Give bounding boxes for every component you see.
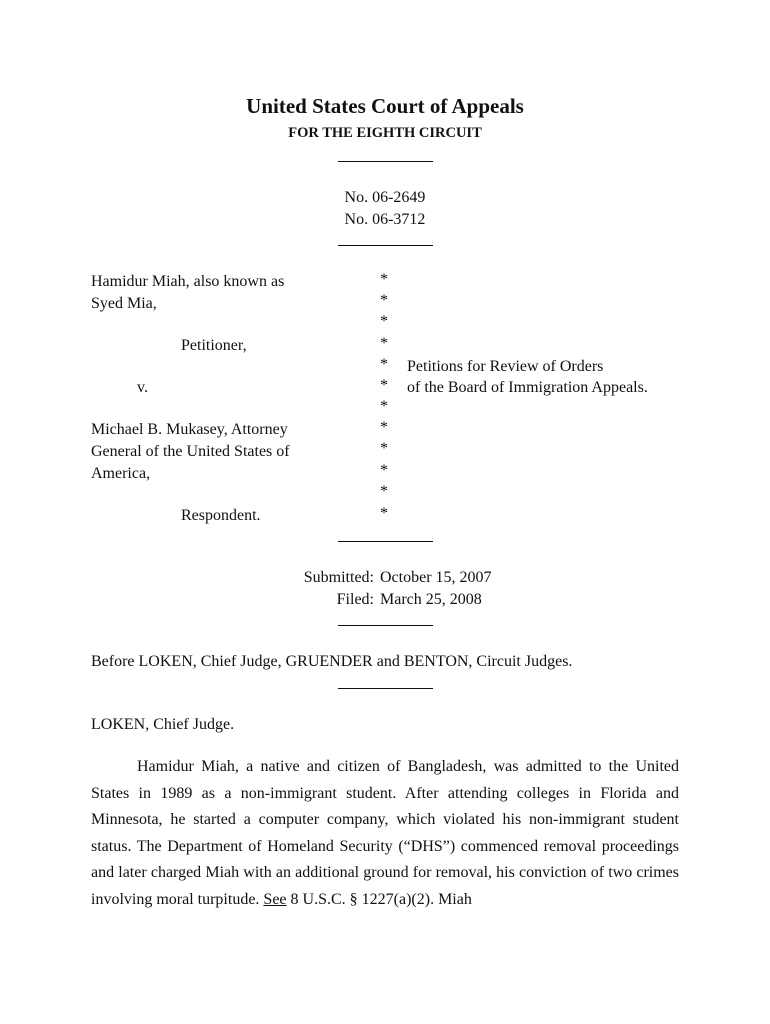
separator-rule xyxy=(338,625,433,626)
petitioner-name-line: Syed Mia, xyxy=(91,295,157,312)
respondent-role: Respondent. xyxy=(181,507,261,524)
citation-signal: See xyxy=(263,890,287,908)
caption-star: * xyxy=(380,505,388,522)
filed-date: March 25, 2008 xyxy=(380,591,482,608)
opinion-author: LOKEN, Chief Judge. xyxy=(91,716,235,733)
petition-description-line: Petitions for Review of Orders xyxy=(407,358,604,375)
separator-rule xyxy=(338,161,433,162)
opinion-text: Hamidur Miah, a native and citizen of Bangladesh, was admitted to the United States in 1989 as a non-immigrant student. After attending colleges in Florida and Minnesota, he started a computer company, which violated his non-immigrant student status. The Department of Homeland Security (“DHS”) commenced removal proceedings and later charged Miah with an additional ground for removal, his conviction of two crimes involving moral turpitude. xyxy=(91,758,679,908)
caption-star: * xyxy=(380,313,388,330)
caption-star: * xyxy=(380,398,388,415)
case-number: No. 06-3712 xyxy=(344,211,426,228)
caption-star: * xyxy=(380,377,388,394)
separator-rule xyxy=(338,541,433,542)
separator-rule xyxy=(338,245,433,246)
caption-star: * xyxy=(380,483,388,500)
respondent-name-line: America, xyxy=(91,465,151,482)
caption-star: * xyxy=(380,356,388,373)
respondent-name-line: General of the United States of xyxy=(91,443,290,460)
opinion-text: 8 U.S.C. § 1227(a)(2). Miah xyxy=(286,890,472,908)
caption-star: * xyxy=(380,440,388,457)
petitioner-name-line: Hamidur Miah, also known as xyxy=(91,273,285,290)
caption-star: * xyxy=(380,462,388,479)
versus: v. xyxy=(137,379,148,396)
case-number: No. 06-2649 xyxy=(344,189,426,206)
caption-star: * xyxy=(380,292,388,309)
caption-star: * xyxy=(380,335,388,352)
circuit-subtitle: FOR THE EIGHTH CIRCUIT xyxy=(288,125,482,141)
filed-label: Filed: xyxy=(336,591,374,608)
respondent-name-line: Michael B. Mukasey, Attorney xyxy=(91,421,288,438)
submitted-label: Submitted: xyxy=(303,569,374,586)
separator-rule xyxy=(338,688,433,689)
panel-line: Before LOKEN, Chief Judge, GRUENDER and BENTON, Circuit Judges. xyxy=(91,653,573,670)
opinion-paragraph xyxy=(91,754,679,913)
submitted-date: October 15, 2007 xyxy=(380,569,492,586)
caption-star: * xyxy=(380,271,388,288)
court-title: United States Court of Appeals xyxy=(246,94,524,118)
caption-star: * xyxy=(380,419,388,436)
petitioner-role: Petitioner, xyxy=(181,337,247,354)
petition-description-line: of the Board of Immigration Appeals. xyxy=(407,379,648,396)
